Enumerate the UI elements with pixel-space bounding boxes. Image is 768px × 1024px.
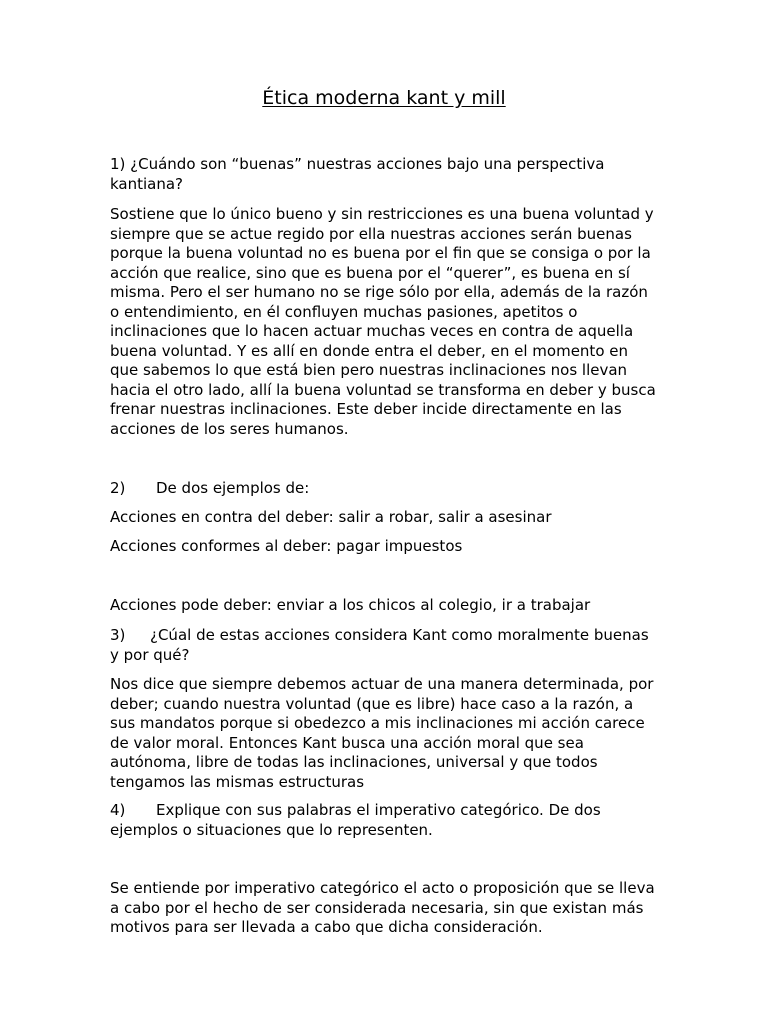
question-3 <box>110 626 660 665</box>
document-title: Ética moderna kant y mill <box>262 87 506 109</box>
example-from-duty: Acciones pode deber: enviar a los chicos al colegio, ir a trabajar <box>110 596 591 614</box>
example-according-to-duty: Acciones conformes al deber: pagar impuestos <box>110 537 463 555</box>
question-2-text: De dos ejemplos de: <box>156 479 310 497</box>
answer-4: Se entiende por imperativo categórico el acto o proposición que se lleva a cabo por el hecho de ser considerada necesaria, sin que existan más motivos para ser llevada a cabo que dicha consideración. <box>110 879 655 936</box>
question-1: 1) ¿Cuándo son “buenas” nuestras acciones bajo una perspectiva kantiana? <box>110 155 605 193</box>
question-3-text: ¿Cúal de estas acciones considera Kant como moralmente buenas y por qué? <box>110 626 649 664</box>
question-2 <box>110 479 660 499</box>
question-4-text: Explique con sus palabras el imperativo categórico. De dos ejemplos o situaciones que lo representen. <box>110 801 601 839</box>
question-2-number: 2) <box>110 479 126 497</box>
question-3-number: 3) <box>110 626 126 644</box>
question-4 <box>110 801 660 840</box>
answer-3: Nos dice que siempre debemos actuar de una manera determinada, por deber; cuando nuestra voluntad (que es libre) hace caso a la razón, a sus mandatos porque si obedezco a mis inclinaciones mi acción carece de valor moral. Entonces Kant busca una acción moral que sea autónoma, libre de todas las inclinaciones, universal y que todos tengamos las mismas estructuras <box>110 675 654 791</box>
answer-1: Sostiene que lo único bueno y sin restricciones es una buena voluntad y siempre que se actue regido por ella nuestras acciones serán buenas porque la buena voluntad no es buena por el fin que se consiga o por la acción que realice, sino que es buena por el “querer”, es buena en sí misma. Pero el ser humano no se rige sólo por ella, además de la razón o entendimiento, en él confluyen muchas pasiones, apetitos o inclinaciones que lo hacen actuar muchas veces en contra de aquella buena voluntad. Y es allí en donde entra el deber, en el momento en que sabemos lo que está bien pero nuestras inclinaciones nos llevan hacia el otro lado, allí la buena voluntad se transforma en deber y busca frenar nuestras inclinaciones. Este deber incide directamente en las acciones de los seres humanos. <box>110 205 656 438</box>
question-4-number: 4) <box>110 801 126 819</box>
example-against-duty: Acciones en contra del deber: salir a robar, salir a asesinar <box>110 508 552 526</box>
